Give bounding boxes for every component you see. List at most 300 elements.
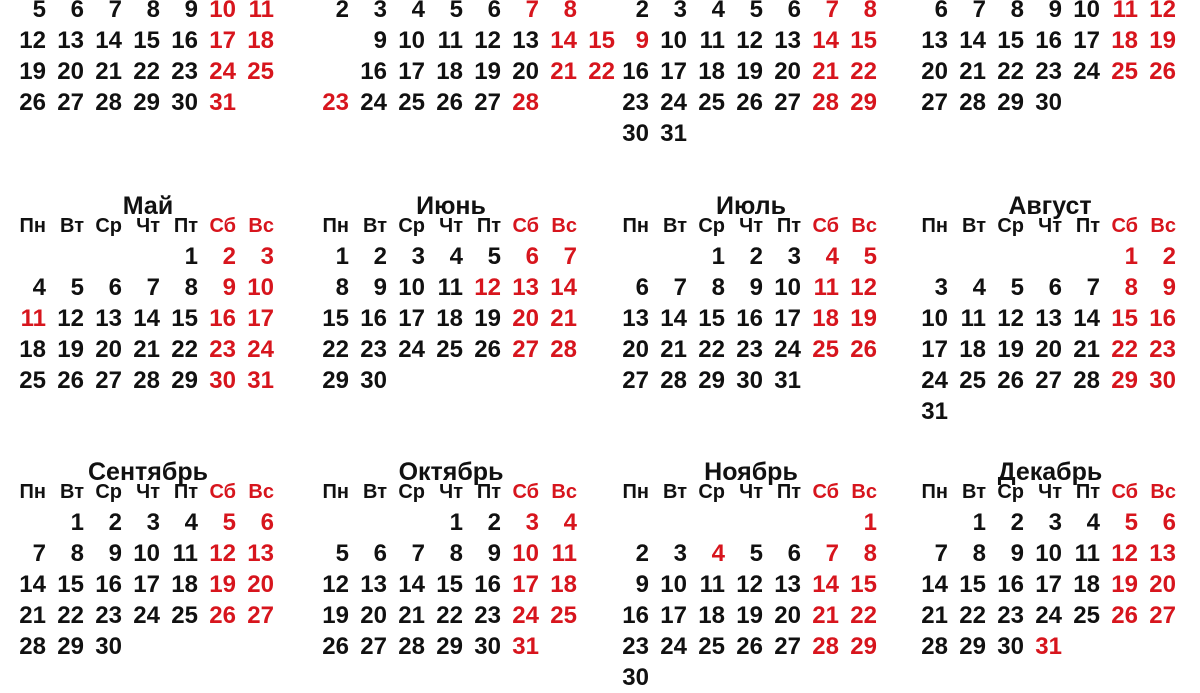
day-cell: 26	[1149, 58, 1176, 85]
day-cell: 4	[711, 540, 725, 567]
day-cell: 28	[1073, 367, 1100, 394]
weekday-label: Пт	[1075, 215, 1100, 237]
day-cell: 1	[1124, 243, 1138, 270]
day-cell: 19	[736, 58, 763, 85]
day-cell: 10	[660, 571, 687, 598]
weekday-label: Чт	[739, 215, 763, 237]
day-cell: 22	[171, 336, 198, 363]
day-cell: 26	[322, 633, 349, 660]
day-cell: 9	[184, 0, 198, 23]
day-cell: 29	[322, 367, 349, 394]
day-cell: 12	[322, 571, 349, 598]
day-cell: 8	[146, 0, 160, 23]
day-cell: 21	[660, 336, 687, 363]
day-cell: 22	[997, 58, 1024, 85]
day-cell: 9	[635, 27, 649, 54]
day-cell: 21	[550, 305, 577, 332]
day-cell: 28	[959, 89, 986, 116]
day-cell: 30	[1149, 367, 1176, 394]
day-cell: 28	[133, 367, 160, 394]
day-cell: 19	[209, 571, 236, 598]
day-cell: 1	[863, 509, 877, 536]
week-row	[311, 242, 591, 272]
week-row	[910, 508, 1190, 538]
day-cell: 18	[19, 336, 46, 363]
day-cell: 19	[57, 336, 84, 363]
day-cell: 23	[95, 602, 122, 629]
week-row	[611, 0, 891, 25]
day-cell: 14	[1073, 305, 1100, 332]
day-cell: 11	[1074, 540, 1100, 567]
day-cell: 13	[512, 27, 539, 54]
day-cell: 26	[1111, 602, 1138, 629]
week-row	[910, 632, 1190, 662]
week-row	[910, 88, 1190, 118]
day-cell: 24	[660, 633, 687, 660]
day-cell: 11	[437, 27, 463, 54]
day-cell: 1	[449, 509, 463, 536]
day-cell: 16	[171, 27, 198, 54]
day-cell: 4	[972, 274, 986, 301]
week-row	[8, 508, 288, 538]
day-cell: 8	[70, 540, 84, 567]
weekday-label: Пн	[921, 215, 948, 237]
day-cell: 4	[563, 509, 577, 536]
week-row	[611, 663, 891, 693]
day-cell: 9	[1010, 540, 1024, 567]
day-cell: 8	[972, 540, 986, 567]
weekday-label: Ср	[698, 215, 725, 237]
day-cell: 19	[736, 602, 763, 629]
week-row	[611, 335, 891, 365]
day-cell: 3	[411, 243, 425, 270]
day-cell: 6	[260, 509, 274, 536]
day-cell: 14	[550, 274, 577, 301]
day-cell: 19	[997, 336, 1024, 363]
day-cell: 28	[812, 89, 839, 116]
day-cell: 24	[512, 602, 539, 629]
day-cell: 4	[711, 0, 725, 23]
day-cell: 27	[921, 89, 948, 116]
day-cell: 3	[260, 243, 274, 270]
week-row	[910, 570, 1190, 600]
weekday-label: Чт	[136, 215, 160, 237]
day-cell: 24	[398, 336, 425, 363]
day-cell: 19	[1149, 27, 1176, 54]
day-cell: 3	[673, 0, 687, 23]
day-cell: 13	[57, 27, 84, 54]
month-title: Июнь	[416, 192, 486, 220]
day-cell: 5	[1124, 509, 1138, 536]
week-row	[611, 304, 891, 334]
weekday-header	[910, 477, 1190, 507]
day-cell: 9	[222, 274, 236, 301]
week-row	[311, 26, 615, 56]
week-row	[910, 57, 1190, 87]
day-cell: 16	[1035, 27, 1062, 54]
day-cell: 14	[812, 27, 839, 54]
day-cell: 11	[551, 540, 577, 567]
weekday-label: Вт	[663, 215, 687, 237]
week-row	[910, 304, 1190, 334]
day-cell: 26	[736, 89, 763, 116]
day-cell: 6	[487, 0, 501, 23]
week-row	[8, 304, 288, 334]
day-cell: 13	[622, 305, 649, 332]
day-cell: 10	[774, 274, 801, 301]
day-cell: 27	[474, 89, 501, 116]
day-cell: 18	[812, 305, 839, 332]
day-cell: 14	[550, 27, 577, 54]
weekday-label: Сб	[512, 481, 539, 503]
weekday-label: Вс	[851, 215, 877, 237]
week-row	[8, 632, 288, 662]
day-cell: 8	[1124, 274, 1138, 301]
day-cell: 21	[921, 602, 948, 629]
week-row	[910, 335, 1190, 365]
day-cell: 18	[698, 58, 725, 85]
day-cell: 23	[736, 336, 763, 363]
week-row	[910, 242, 1190, 272]
day-cell: 25	[247, 58, 274, 85]
day-cell: 18	[1073, 571, 1100, 598]
day-cell: 26	[474, 336, 501, 363]
day-cell: 21	[398, 602, 425, 629]
day-cell: 13	[247, 540, 274, 567]
day-cell: 12	[19, 27, 46, 54]
weekday-header	[910, 211, 1190, 241]
day-cell: 18	[171, 571, 198, 598]
day-cell: 15	[171, 305, 198, 332]
day-cell: 26	[209, 602, 236, 629]
day-cell: 7	[1086, 274, 1100, 301]
weekday-label: Ср	[997, 481, 1024, 503]
day-cell: 19	[850, 305, 877, 332]
day-cell: 17	[133, 571, 160, 598]
day-cell: 22	[850, 58, 877, 85]
day-cell: 3	[146, 509, 160, 536]
day-cell: 22	[698, 336, 725, 363]
day-cell: 28	[550, 336, 577, 363]
week-row	[8, 539, 288, 569]
weekday-header	[8, 477, 288, 507]
day-cell: 5	[335, 540, 349, 567]
weekday-label: Чт	[739, 481, 763, 503]
day-cell: 6	[525, 243, 539, 270]
week-row	[8, 26, 288, 56]
weekday-label: Вт	[60, 481, 84, 503]
day-cell: 18	[436, 305, 463, 332]
week-row	[311, 273, 591, 303]
day-cell: 9	[749, 274, 763, 301]
day-cell: 5	[863, 243, 877, 270]
day-cell: 2	[487, 509, 501, 536]
day-cell: 8	[863, 0, 877, 23]
day-cell: 25	[171, 602, 198, 629]
month-title: Октябрь	[398, 458, 504, 486]
week-row	[311, 632, 591, 662]
weekday-header	[311, 211, 591, 241]
day-cell: 21	[19, 602, 46, 629]
day-cell: 29	[997, 89, 1024, 116]
day-cell: 2	[749, 243, 763, 270]
day-cell: 10	[921, 305, 948, 332]
day-cell: 15	[436, 571, 463, 598]
day-cell: 12	[736, 571, 763, 598]
month-title: Сентябрь	[88, 458, 208, 486]
day-cell: 13	[95, 305, 122, 332]
day-cell: 7	[825, 0, 839, 23]
day-cell: 4	[32, 274, 46, 301]
day-cell: 6	[373, 540, 387, 567]
day-cell: 20	[921, 58, 948, 85]
day-cell: 18	[959, 336, 986, 363]
week-row	[311, 304, 591, 334]
day-cell: 24	[660, 89, 687, 116]
weekday-label: Ср	[698, 481, 725, 503]
week-row	[311, 570, 591, 600]
day-cell: 30	[622, 120, 649, 147]
day-cell: 13	[360, 571, 387, 598]
week-row	[8, 0, 288, 25]
day-cell: 5	[487, 243, 501, 270]
day-cell: 29	[133, 89, 160, 116]
day-cell: 22	[57, 602, 84, 629]
day-cell: 25	[550, 602, 577, 629]
day-cell: 3	[373, 0, 387, 23]
day-cell: 31	[774, 367, 801, 394]
day-cell: 11	[813, 274, 839, 301]
day-cell: 24	[1073, 58, 1100, 85]
week-row	[311, 57, 615, 87]
day-cell: 28	[19, 633, 46, 660]
day-cell: 31	[247, 367, 274, 394]
day-cell: 6	[70, 0, 84, 23]
day-cell: 18	[550, 571, 577, 598]
week-row	[611, 88, 891, 118]
day-cell: 24	[133, 602, 160, 629]
day-cell: 15	[997, 27, 1024, 54]
day-cell: 17	[1073, 27, 1100, 54]
day-cell: 7	[32, 540, 46, 567]
weekday-label: Вт	[663, 481, 687, 503]
weekday-label: Чт	[1038, 215, 1062, 237]
day-cell: 19	[1111, 571, 1138, 598]
day-cell: 17	[774, 305, 801, 332]
day-cell: 15	[322, 305, 349, 332]
day-cell: 12	[1111, 540, 1138, 567]
weekday-label: Сб	[812, 481, 839, 503]
day-cell: 25	[1111, 58, 1138, 85]
day-cell: 12	[1149, 0, 1176, 23]
day-cell: 6	[934, 0, 948, 23]
day-cell: 5	[32, 0, 46, 23]
day-cell: 7	[108, 0, 122, 23]
weekday-label: Вт	[363, 481, 387, 503]
day-cell: 10	[1073, 0, 1100, 23]
day-cell: 7	[972, 0, 986, 23]
day-cell: 31	[209, 89, 236, 116]
day-cell: 18	[247, 27, 274, 54]
day-cell: 29	[436, 633, 463, 660]
week-row	[910, 0, 1190, 25]
day-cell: 11	[20, 305, 46, 332]
day-cell: 4	[449, 243, 463, 270]
day-cell: 12	[209, 540, 236, 567]
week-row	[611, 508, 891, 538]
weekday-label: Вс	[551, 215, 577, 237]
day-cell: 30	[1035, 89, 1062, 116]
day-cell: 4	[411, 0, 425, 23]
day-cell: 28	[95, 89, 122, 116]
week-row	[611, 539, 891, 569]
month-title: Ноябрь	[704, 458, 798, 486]
week-row	[8, 273, 288, 303]
weekday-label: Пн	[19, 215, 46, 237]
day-cell: 14	[19, 571, 46, 598]
week-row	[611, 57, 891, 87]
day-cell: 1	[335, 243, 349, 270]
day-cell: 14	[133, 305, 160, 332]
day-cell: 10	[512, 540, 539, 567]
day-cell: 20	[622, 336, 649, 363]
day-cell: 27	[247, 602, 274, 629]
day-cell: 15	[588, 27, 615, 54]
weekday-label: Вт	[363, 215, 387, 237]
day-cell: 16	[736, 305, 763, 332]
weekday-label: Чт	[136, 481, 160, 503]
weekday-label: Пт	[776, 481, 801, 503]
weekday-label: Сб	[812, 215, 839, 237]
day-cell: 16	[474, 571, 501, 598]
day-cell: 3	[787, 243, 801, 270]
weekday-label: Пт	[476, 215, 501, 237]
day-cell: 23	[622, 633, 649, 660]
day-cell: 23	[322, 89, 349, 116]
day-cell: 2	[108, 509, 122, 536]
month-title: Июль	[716, 192, 786, 220]
day-cell: 2	[1162, 243, 1176, 270]
day-cell: 20	[247, 571, 274, 598]
day-cell: 16	[622, 58, 649, 85]
week-row	[910, 539, 1190, 569]
day-cell: 21	[812, 602, 839, 629]
day-cell: 18	[1111, 27, 1138, 54]
weekday-label: Вт	[60, 215, 84, 237]
day-cell: 23	[1149, 336, 1176, 363]
week-row	[8, 88, 288, 118]
day-cell: 22	[322, 336, 349, 363]
day-cell: 23	[622, 89, 649, 116]
day-cell: 10	[398, 27, 425, 54]
day-cell: 30	[622, 664, 649, 691]
day-cell: 8	[863, 540, 877, 567]
weekday-label: Сб	[209, 481, 236, 503]
weekday-label: Пн	[322, 481, 349, 503]
day-cell: 12	[57, 305, 84, 332]
day-cell: 20	[774, 602, 801, 629]
day-cell: 15	[959, 571, 986, 598]
day-cell: 16	[95, 571, 122, 598]
day-cell: 16	[360, 305, 387, 332]
day-cell: 10	[398, 274, 425, 301]
day-cell: 30	[360, 367, 387, 394]
day-cell: 12	[736, 27, 763, 54]
weekday-label: Вс	[248, 215, 274, 237]
day-cell: 29	[57, 633, 84, 660]
weekday-label: Сб	[1111, 481, 1138, 503]
week-row	[611, 119, 891, 149]
day-cell: 21	[812, 58, 839, 85]
day-cell: 14	[959, 27, 986, 54]
day-cell: 8	[449, 540, 463, 567]
day-cell: 25	[19, 367, 46, 394]
day-cell: 29	[1111, 367, 1138, 394]
week-row	[311, 335, 591, 365]
day-cell: 20	[360, 602, 387, 629]
day-cell: 20	[95, 336, 122, 363]
day-cell: 5	[749, 0, 763, 23]
day-cell: 23	[360, 336, 387, 363]
day-cell: 27	[57, 89, 84, 116]
day-cell: 13	[1035, 305, 1062, 332]
weekday-header	[8, 211, 288, 241]
week-row	[910, 273, 1190, 303]
day-cell: 9	[373, 274, 387, 301]
weekday-label: Пт	[476, 481, 501, 503]
day-cell: 14	[398, 571, 425, 598]
week-row	[611, 273, 891, 303]
day-cell: 20	[57, 58, 84, 85]
day-cell: 29	[850, 633, 877, 660]
day-cell: 29	[171, 367, 198, 394]
week-row	[311, 508, 591, 538]
day-cell: 23	[474, 602, 501, 629]
day-cell: 25	[812, 336, 839, 363]
day-cell: 17	[398, 305, 425, 332]
day-cell: 17	[1035, 571, 1062, 598]
day-cell: 17	[398, 58, 425, 85]
day-cell: 26	[19, 89, 46, 116]
weekday-label: Вс	[551, 481, 577, 503]
day-cell: 20	[774, 58, 801, 85]
day-cell: 8	[184, 274, 198, 301]
day-cell: 27	[774, 89, 801, 116]
day-cell: 27	[95, 367, 122, 394]
week-row	[311, 0, 591, 25]
day-cell: 24	[1035, 602, 1062, 629]
day-cell: 16	[1149, 305, 1176, 332]
day-cell: 11	[699, 571, 725, 598]
day-cell: 26	[57, 367, 84, 394]
day-cell: 13	[921, 27, 948, 54]
day-cell: 22	[436, 602, 463, 629]
week-row	[311, 601, 591, 631]
month-title: Май	[122, 192, 174, 220]
weekday-label: Пн	[622, 215, 649, 237]
day-cell: 24	[360, 89, 387, 116]
weekday-label: Ср	[997, 215, 1024, 237]
day-cell: 8	[335, 274, 349, 301]
day-cell: 19	[19, 58, 46, 85]
week-row	[910, 26, 1190, 56]
weekday-label: Пт	[1075, 481, 1100, 503]
day-cell: 9	[1162, 274, 1176, 301]
day-cell: 6	[787, 540, 801, 567]
day-cell: 2	[373, 243, 387, 270]
day-cell: 15	[850, 27, 877, 54]
day-cell: 17	[921, 336, 948, 363]
